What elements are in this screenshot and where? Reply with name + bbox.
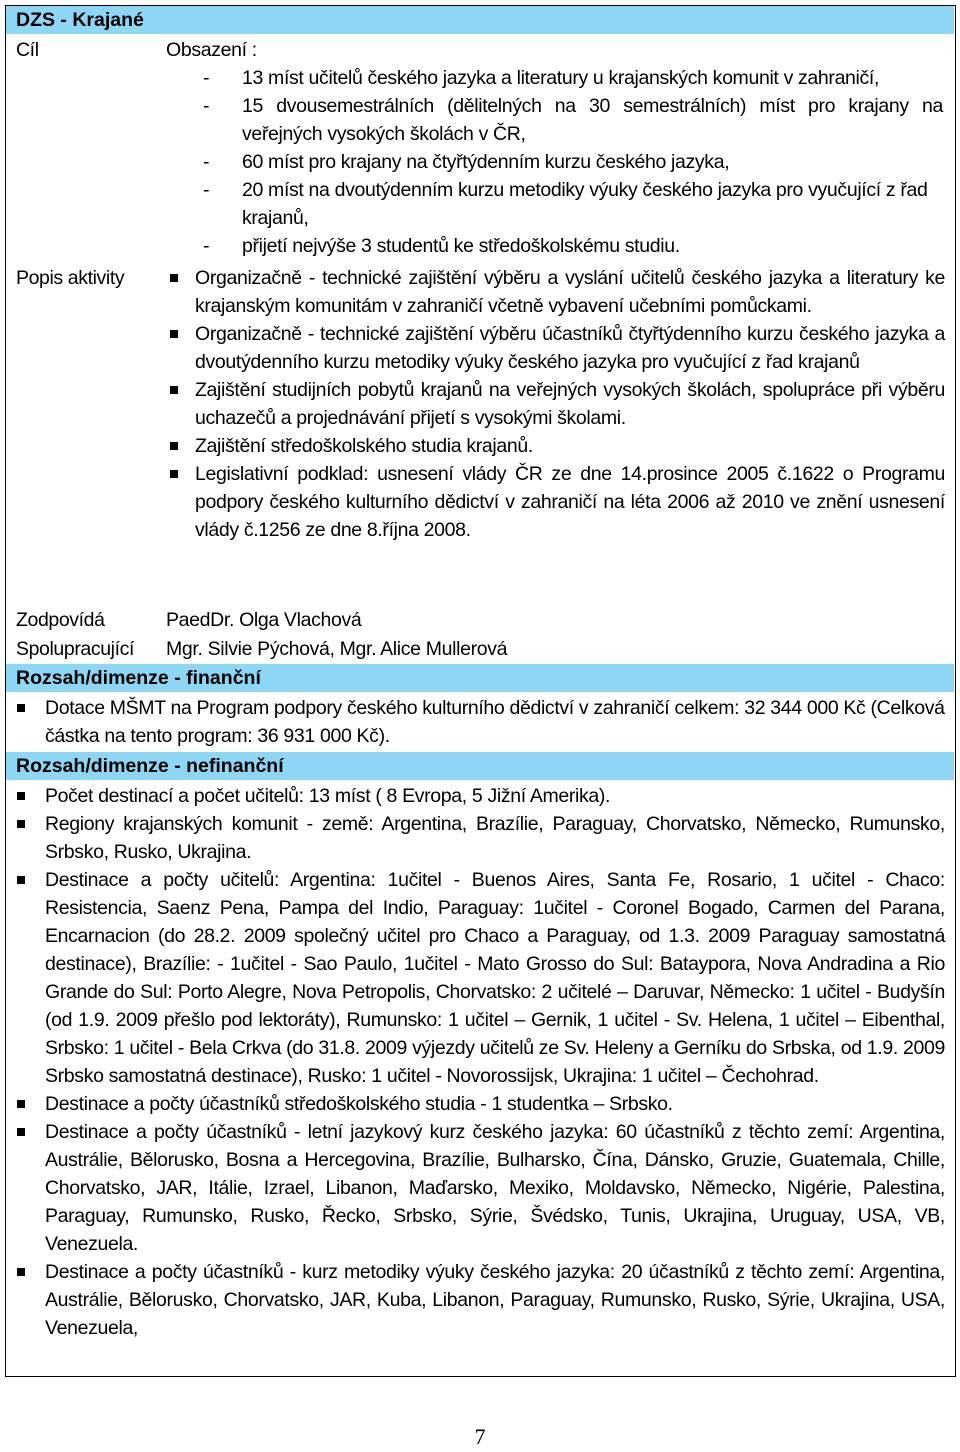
cil-list (203, 64, 943, 260)
spolupracuji-value: Mgr. Silvie Pýchová, Mgr. Alice Mullerová (166, 638, 508, 660)
zodpovida-row (6, 606, 954, 634)
zodpovida-label: Zodpovídá (16, 609, 105, 631)
list-item: - 20 míst na dvoutýdenním kurzu metodiky výuky českého jazyka pro vyučující z řad krajanů, (203, 179, 928, 229)
list-item: Organizačně - technické zajištění výběru a vyslání učitelů českého jazyka a literatury ke krajanským komunitám v zahraničí včetně vybavení učebními pomůckami. (195, 264, 945, 320)
popis-label: Popis aktivity (16, 267, 125, 289)
bullet-icon (170, 274, 178, 282)
bullet-icon (170, 386, 178, 394)
zodpovida-value: PaedDr. Olga Vlachová (166, 609, 362, 631)
document-table (5, 5, 956, 1377)
list-item: Regiony krajanských komunit - země: Argentina, Brazílie, Paraguay, Chorvatsko, Německo, Rumunsko, Srbsko, Rusko, Ukrajina. (45, 810, 945, 866)
section-title: DZS - Krajané (6, 6, 954, 34)
popis-row (6, 264, 954, 604)
financni-heading: Rozsah/dimenze - finanční (6, 664, 954, 692)
list-item: Počet destinací a počet učitelů: 13 míst ( 8 Evropa, 5 Jižní Amerika). (45, 782, 945, 810)
list-item: Destinace a počty účastníků - letní jazykový kurz českého jazyka: 60 účastníků z těchto zemí: Argentina, Austrálie, Bělorusko, Bosna a Hercegovina, Brazílie, Bulharsko, Čína, Dánsko, Gruzie, Guatemala, Chille, Chorvatsko, JAR, Itálie, Izrael, Libanon, Maďarsko, Mexiko, Moldavsko, Německo, Nigérie, Palestina, Paraguay, Rumunsko, Rusko, Řecko, Srbsko, Sýrie, Švédsko, Tunis, Ukrajina, Uruguay, USA, VB, Venezuela. (45, 1118, 945, 1258)
list-item: Zajištění studijních pobytů krajanů na veřejných vysokých školách, spolupráce při výběru uchazečů a projednávání přijetí s vysokými školami. (195, 376, 945, 432)
cil-intro: Obsazení : (166, 39, 257, 61)
bullet-icon (170, 330, 178, 338)
spolupracuji-row (6, 635, 954, 663)
bullet-icon (17, 792, 25, 800)
nefinancni-list (45, 782, 945, 1342)
list-item: Dotace MŠMT na Program podpory českého kulturního dědictví v zahraničí celkem: 32 344 000 Kč (Celková částka na tento program: 36 931 000 Kč). (45, 694, 945, 750)
list-item: Destinace a počty učitelů: Argentina: 1učitel - Buenos Aires, Santa Fe, Rosario, 1 učitel - Chaco: Resistencia, Saenz Pena, Pampa del Indio, Paraguay: 1učitel - Coronel Bogado, Carmen del Parana, Encarnacion (do 28.2. 2009 společný učitel pro Chaco a Paraguay, od 1.3. 2009 Paraguay samostatná destinace), Brazílie: - 1učitel - Sao Paulo, 1učitel - Mato Grosso do Sul: Bataypora, Nova Andradina a Rio Grande do Sul: Porto Alegre, Nova Petropolis, Chorvatsko: 2 učitelé – Daruvar, Německo: 1 učitel - Budyšín (od 1.9. 2009 přešlo pod lektoráty), Rumunsko: 1 učitel – Gernik, 1 učitel - Sv. Helena, 1 učitel – Eibenthal, Srbsko: 1 učitel - Bela Crkva (do 31.8. 2009 výjezdy učitelů ze Sv. Heleny a Gerníku do Srbska, od 1.9. 2009 Srbsko samostatná destinace), Rusko: 1 učitel - Novorossijsk, Ukrajina: 1 učitel – Čechohrad. (45, 866, 945, 1090)
bullet-icon (17, 1128, 25, 1136)
bullet-icon (17, 704, 25, 712)
list-item: - 15 dvousemestrálních (dělitelných na 30 semestrálních) míst pro krajany na veřejných vysokých školách v ČR, (203, 95, 943, 145)
list-item: - 60 míst pro krajany na čtyřtýdenním kurzu českého jazyka, (203, 151, 730, 173)
list-item: Organizačně - technické zajištění výběru účastníků čtyřtýdenního kurzu českého jazyka a dvoutýdenního kurzu metodiky výuky českého jazyka pro vyučující z řad krajanů (195, 320, 945, 376)
list-item: Destinace a počty účastníků středoškolského studia - 1 studentka – Srbsko. (45, 1090, 945, 1118)
list-item: - 13 míst učitelů českého jazyka a literatury u krajanských komunit v zahraničí, (203, 67, 880, 89)
page-number: 7 (474, 1424, 486, 1449)
bullet-icon (17, 820, 25, 828)
bullet-icon (17, 876, 25, 884)
financni-list (45, 694, 945, 750)
bullet-icon (17, 1100, 25, 1108)
nefinancni-heading: Rozsah/dimenze - nefinanční (6, 752, 954, 780)
cil-label: Cíl (16, 39, 39, 61)
popis-list (195, 264, 945, 544)
list-item: Zajištění středoškolského studia krajanů. (195, 432, 945, 460)
list-item: - přijetí nejvýše 3 studentů ke středoškolskému studiu. (203, 235, 680, 257)
spolupracuji-label: Spolupracující (16, 638, 134, 660)
list-item: Legislativní podklad: usnesení vlády ČR ze dne 14.prosince 2005 č.1622 o Programu podpory českého kulturního dědictví v zahraničí na léta 2006 až 2010 ve znění usnesení vlády č.1256 ze dne 8.října 2008. (195, 460, 945, 544)
bullet-icon (170, 470, 178, 478)
bullet-icon (170, 442, 178, 450)
list-item: Destinace a počty účastníků - kurz metodiky výuky českého jazyka: 20 účastníků z těchto zemí: Argentina, Austrálie, Bělorusko, Chorvatsko, JAR, Kuba, Libanon, Paraguay, Rumunsko, Rusko, Sýrie, Ukrajina, USA, Venezuela, (45, 1258, 945, 1342)
cil-row (6, 34, 954, 266)
bullet-icon (17, 1268, 25, 1276)
